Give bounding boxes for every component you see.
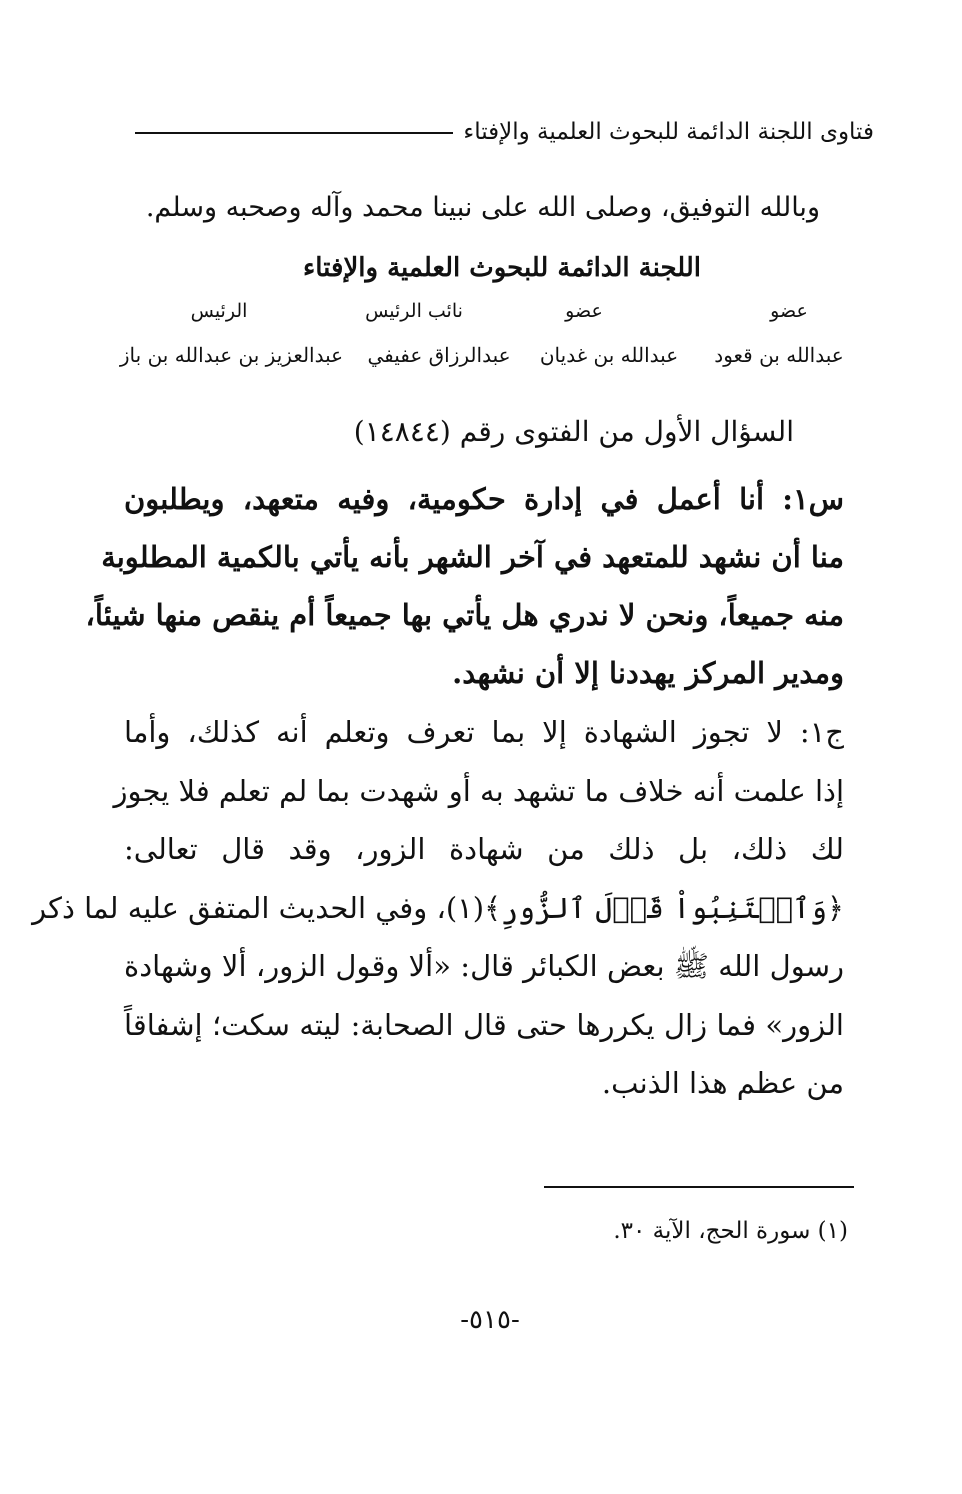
- running-header-title: فتاوى اللجنة الدائمة للبحوث العلمية والإفتاء: [463, 119, 874, 145]
- committee-title: اللجنة الدائمة للبحوث العلمية والإفتاء: [303, 253, 701, 283]
- question-line: س١: أنا أعمل في إدارة حكومية، وفيه متعهد، ويطلبون: [124, 482, 844, 516]
- answer-line: إذا علمت أنه خلاف ما تشهد به أو شهدت بما لم تعلم فلا يجوز: [113, 773, 844, 808]
- header-rule: [135, 132, 453, 134]
- member-name: عبدالرزاق عفيفي: [367, 343, 511, 367]
- answer-line: من عظم هذا الذنب.: [601, 1066, 844, 1100]
- committee-roles: [124, 294, 844, 328]
- member-name: عبدالله بن قعود: [714, 343, 844, 367]
- answer-line: ﴿وَٱجۡتَنِبُواْ قَوۡلَ ٱلزُّورِ﴾(١)، وفي الحديث المتفق عليه لما ذكر: [32, 890, 844, 925]
- answer-line: ج١: لا تجوز الشهادة إلا بما تعرف وتعلم أنه كذلك، وأما: [124, 715, 844, 749]
- member-name: عبدالعزيز بن عبدالله بن باز: [119, 343, 344, 367]
- question-text: [85, 470, 844, 702]
- committee-names: [109, 336, 844, 374]
- answer-line: الزور» فما زال يكررها حتى قال الصحابة: ليته سكت؛ إشفاقاً: [124, 1007, 844, 1042]
- member-role: عضو: [770, 300, 808, 322]
- page-number: -٥١٥-: [460, 1305, 520, 1335]
- question-label: السؤال الأول من الفتوى رقم (١٤٨٤٤): [353, 415, 794, 448]
- answer-text: [32, 703, 844, 1113]
- question-line: منا أن نشهد للمتعهد في آخر الشهر بأنه يأتي بالكمية المطلوبة: [101, 540, 844, 574]
- member-role: نائب الرئيس: [365, 300, 463, 322]
- answer-line: رسول الله ﷺ بعض الكبائر قال: «ألا وقول الزور، ألا وشهادة: [124, 949, 844, 983]
- question-line: ومدير المركز يهددنا إلا أن نشهد.: [452, 656, 844, 690]
- running-header: [135, 114, 874, 150]
- question-line: منه جميعاً، ونحن لا ندري هل يأتي بها جميعاً أم ينقص منها شيئاً،: [85, 598, 844, 632]
- member-role: عضو: [565, 300, 603, 322]
- member-role: الرئيس: [190, 300, 248, 322]
- footnote: (١) سورة الحج، الآية ٣٠.: [613, 1218, 848, 1244]
- closing-formula: وبالله التوفيق، وصلى الله على نبينا محمد وآله وصحبه وسلم.: [145, 192, 820, 223]
- member-name: عبدالله بن غديان: [539, 343, 679, 367]
- answer-line: لك ذلك، بل ذلك من شهادة الزور، وقد قال تعالى:: [124, 832, 844, 866]
- footnote-rule: [544, 1186, 854, 1188]
